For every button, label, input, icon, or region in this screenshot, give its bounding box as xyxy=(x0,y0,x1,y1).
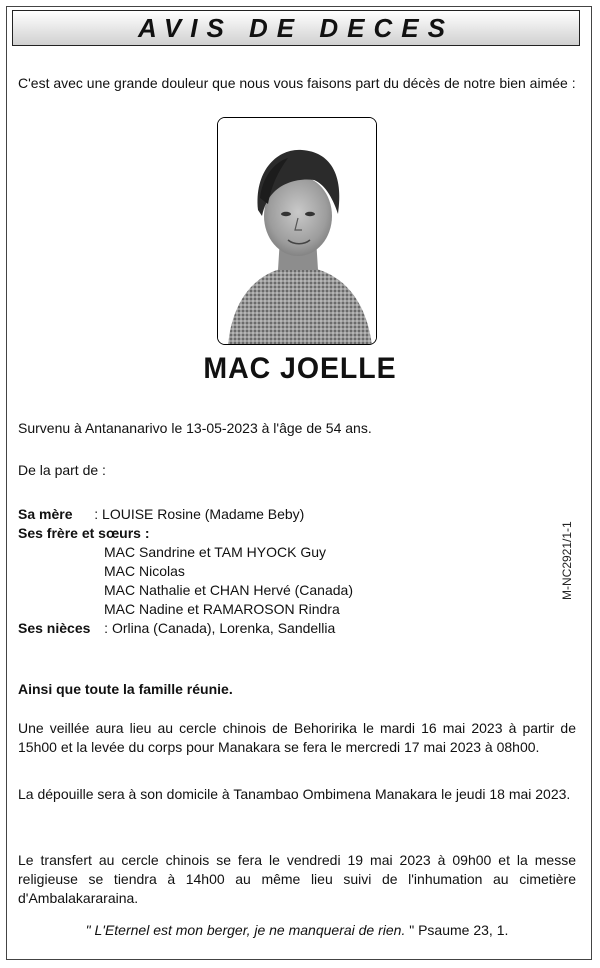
nieces-value: : Orlina (Canada), Lorenka, Sandellia xyxy=(104,620,336,636)
quote-ref: " Psaume 23, 1. xyxy=(405,922,509,938)
header-banner xyxy=(12,10,580,46)
de-la-part-text: De la part de : xyxy=(18,462,106,478)
famille-text: Ainsi que toute la famille réunie. xyxy=(18,681,233,697)
psalm-quote xyxy=(18,921,576,940)
portrait-photo xyxy=(217,117,377,345)
freres-label: Ses frère et sœurs xyxy=(18,525,141,541)
header-title: AVIS DE DECES xyxy=(138,12,454,43)
mere-label: Sa mère xyxy=(18,506,73,522)
deceased-name: MAC JOELLE xyxy=(203,352,397,385)
portrait-image xyxy=(218,118,377,345)
nieces-label: Ses nièces xyxy=(18,620,91,636)
freres-colon: : xyxy=(140,525,150,541)
veillee-text: Une veillée aura lieu au cercle chinois de Behoririka le mardi 16 mai 2023 à partir de 15h00 et la levée du corps pour Manakara se fera le mercredi 17 mai 2023 à 08h00. xyxy=(18,720,576,755)
transfert-text: Le transfert au cercle chinois se fera le vendredi 19 mai 2023 à 09h00 et la messe religieuse se tiendra à 14h00 au même lieu suivi de l'inhumation au cimetière d'Ambalakararaina. xyxy=(18,852,576,906)
frere-item: MAC Sandrine et TAM HYOCK Guy xyxy=(104,544,326,560)
frere-item: MAC Nathalie et CHAN Hervé (Canada) xyxy=(104,582,353,598)
intro-text: C'est avec une grande douleur que nous vous faisons part du décès de notre bien aimée : xyxy=(18,75,576,91)
freres-row xyxy=(18,524,576,543)
survenu-text: Survenu à Antananarivo le 13-05-2023 à l'âge de 54 ans. xyxy=(18,420,372,436)
mere-value: : LOUISE Rosine (Madame Beby) xyxy=(94,506,305,522)
reference-code: M-NC2921/1-1 xyxy=(560,521,574,600)
family-list xyxy=(18,505,576,638)
mere-row xyxy=(18,505,576,524)
frere-item: MAC Nicolas xyxy=(104,563,185,579)
quote-text: " L'Eternel est mon berger, je ne manquerai de rien. xyxy=(85,922,406,938)
frere-item: MAC Nadine et RAMAROSON Rindra xyxy=(104,601,340,617)
depouille-text: La dépouille sera à son domicile à Tanambao Ombimena Manakara le jeudi 18 mai 2023. xyxy=(18,786,571,802)
nieces-row xyxy=(18,619,576,638)
